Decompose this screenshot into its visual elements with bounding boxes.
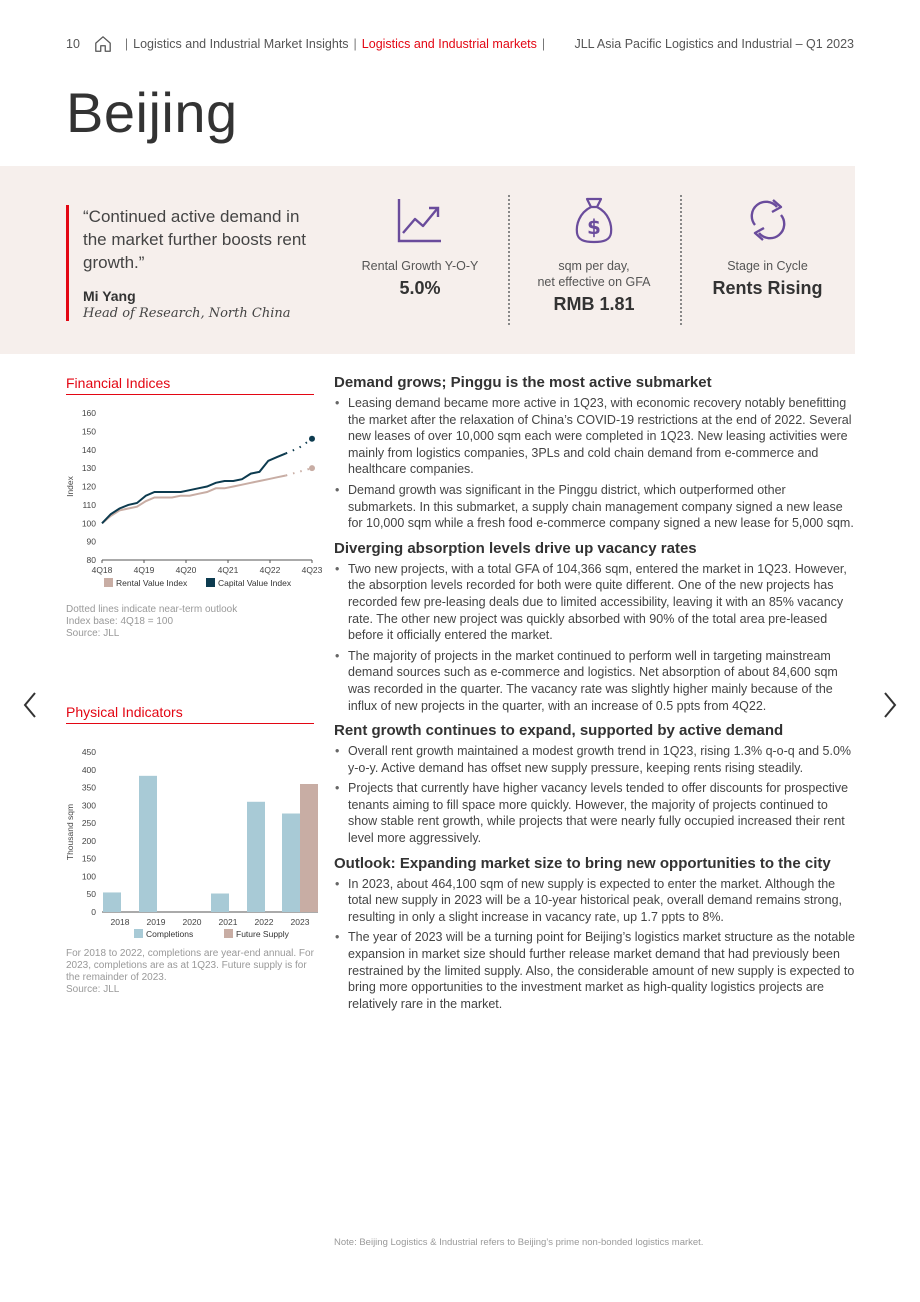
bullet-item: • In 2023, about 464,100 sqm of new supply is expected to enter the market. Although the total new supply in 2023 will be a 10-year historical peak, overall demand remains strong, resulting in only a slight increase in vacancy rate, up 1.7 ppts to 8%.	[334, 876, 856, 926]
completions-bar	[211, 894, 229, 912]
outlook-dotted-line	[286, 439, 312, 454]
completions-bar	[282, 814, 300, 912]
quote-author: Mi Yang	[83, 288, 136, 304]
bullet-list	[334, 395, 856, 532]
y-tick-label: 80	[86, 555, 96, 565]
y-tick-label: 350	[81, 782, 96, 793]
outlook-end-point	[309, 465, 315, 471]
x-tick-label: 2021	[218, 917, 238, 927]
x-tick-label: 2018	[110, 917, 130, 927]
breadcrumb-separator: |	[541, 37, 546, 51]
chart-up-icon	[395, 195, 445, 245]
page-number: 10	[66, 37, 80, 51]
y-axis-label: Index	[65, 476, 75, 497]
home-icon[interactable]	[94, 35, 112, 53]
legend-swatch-rental	[104, 578, 113, 587]
y-tick-label: 150	[81, 426, 96, 437]
page-title: Beijing	[66, 81, 238, 144]
x-tick-label: 4Q20	[175, 565, 197, 575]
kpi-value: RMB 1.81	[553, 294, 635, 314]
kpi-label: Rental Growth Y-O-Y	[361, 259, 479, 273]
bullet-item: • The year of 2023 will be a turning point for Beijing’s logistics market structure as the notable expansion in market size should further release market demand that had previously been restrained by the limited supply. Also, the considerable amount of new supply is expected to bring more opportunities to the investment market as high-quality logistics projects are relatively rare in the market.	[334, 929, 856, 1012]
physical-notes: For 2018 to 2022, completions are year-end annual. For 2023, completions are as at 1Q23. Future supply is for the remainder of 2023. Source: JLL	[66, 948, 314, 995]
outlook-end-point	[309, 436, 315, 442]
legend-label-completions: Completions	[146, 929, 194, 939]
y-tick-label: 120	[81, 481, 96, 492]
legend-label-future: Future Supply	[236, 929, 289, 939]
y-tick-label: 200	[81, 835, 96, 846]
bullet-item: • Two new projects, with a total GFA of 104,366 sqm, entered the market in 1Q23. However, the absorption levels recorded for both were quite different. One of the new projects has recorded few pre-leasing deals due to limited accessibility, leaving it with an 85% vacancy rate. The other new project was quickly absorbed with 90% of the total area pre-leased before it officially entered the market.	[334, 561, 856, 644]
x-tick-label: 2023	[290, 917, 310, 927]
financial-notes: Dotted lines indicate near-term outlook Index base: 4Q18 = 100 Source: JLL	[66, 604, 238, 639]
capital-value-line	[102, 453, 286, 523]
breadcrumb-separator: |	[124, 37, 129, 51]
y-tick-label: 90	[86, 536, 96, 547]
kpi-label: Stage in Cycle	[727, 259, 808, 273]
breadcrumb-separator: |	[353, 37, 357, 51]
x-tick-label: 2022	[254, 917, 274, 927]
legend-swatch-capital	[206, 578, 215, 587]
quote-author-role: Head of Research, North China	[83, 306, 291, 321]
y-tick-label: 140	[81, 444, 96, 455]
kpi-label: sqm per day, net effective on GFA	[537, 259, 651, 289]
page-header	[66, 33, 854, 55]
y-tick-label: 100	[81, 871, 96, 882]
kpi-value: 5.0%	[399, 278, 441, 298]
section-heading: Rent growth continues to expand, supported by active demand	[334, 722, 784, 740]
financial-indices-title: Financial Indices	[66, 375, 314, 395]
financial-indices-chart	[62, 405, 322, 595]
bullet-item: • Overall rent growth maintained a modest growth trend in 1Q23, rising 1.3% q-o-q and 5.0% y-o-y. Active demand has offset new supply pressure, keeping rents rising steadily.	[334, 743, 856, 776]
bullet-list	[334, 743, 856, 847]
quote-block	[66, 205, 316, 321]
y-tick-label: 450	[81, 747, 96, 757]
x-tick-label: 2020	[182, 917, 202, 927]
money-bag-icon	[569, 195, 619, 245]
y-axis-label: Thousand sqm	[65, 803, 75, 861]
legend-swatch-completions	[134, 929, 143, 938]
rental-value-line	[102, 476, 286, 524]
report-title: JLL Asia Pacific Logistics and Industrial – Q1 2023	[574, 37, 854, 51]
x-tick-label: 4Q23	[301, 565, 322, 575]
section-heading: Outlook: Expanding market size to bring new opportunities to the city	[334, 854, 831, 872]
footnote: Note: Beijing Logistics & Industrial refers to Beijing’s prime non-bonded logistics market.	[334, 1237, 704, 1248]
breadcrumb-link-markets[interactable]: Logistics and Industrial markets	[361, 37, 537, 51]
bullet-item: • Projects that currently have higher vacancy levels tended to offer discounts for prospective tenants aiming to fill space more quickly. However, the majority of projects continued to show stable rent growth, while projects that were nearly fully occupied increased their rent level more aggressively.	[334, 780, 856, 846]
y-tick-label: 50	[86, 889, 96, 900]
kpi-stage-in-cycle	[705, 195, 830, 299]
y-tick-label: 150	[81, 853, 96, 864]
completions-bar	[247, 802, 265, 912]
completions-bar	[139, 776, 157, 912]
legend-label-rental: Rental Value Index	[116, 578, 188, 588]
x-tick-label: 4Q21	[217, 565, 239, 575]
physical-indicators-chart	[62, 742, 322, 942]
legend-label-capital: Capital Value Index	[218, 578, 292, 588]
bullet-list	[334, 876, 856, 1013]
legend-swatch-future	[224, 929, 233, 938]
y-tick-label: 400	[81, 764, 96, 775]
y-tick-label: 110	[82, 499, 96, 510]
bullet-item: • The majority of projects in the market continued to perform well in targeting mainstream demand sources such as e-commerce and logistics. Net absorption of about 84,600 sqm was recorded in the quarter. The vacancy rate was slightly higher mainly because of the influx of new projects in the quarter, with an increase of 0.5 ppts from 4Q22.	[334, 648, 856, 714]
x-tick-label: 4Q18	[91, 565, 113, 575]
y-tick-label: 160	[81, 408, 96, 418]
y-tick-label: 100	[81, 518, 96, 529]
x-tick-label: 2019	[146, 917, 166, 927]
previous-page-arrow-icon[interactable]	[20, 690, 40, 720]
completions-bar	[103, 892, 121, 912]
bullet-list	[334, 561, 856, 714]
quote-text: “Continued active demand in the market further boosts rent growth.”	[83, 207, 306, 272]
y-tick-label: 130	[81, 463, 96, 474]
bullet-item: • Demand growth was significant in the Pinggu district, which outperformed other submarkets. In this submarket, a supply chain management company signed a new lease for 10,000 sqm while a fresh food e-commerce company signed a new lease for 5,000 sqm.	[334, 482, 856, 532]
cycle-icon	[743, 195, 793, 245]
kpi-rental-growth	[360, 195, 480, 299]
next-page-arrow-icon[interactable]	[880, 690, 900, 720]
y-tick-label: 250	[81, 818, 96, 829]
kpi-value: Rents Rising	[712, 278, 823, 298]
kpi-rent-level	[530, 195, 658, 315]
outlook-dotted-line	[286, 468, 312, 475]
section-heading: Demand grows; Pinggu is the most active submarket	[334, 374, 712, 391]
bullet-item: • Leasing demand became more active in 1Q23, with economic recovery notably benefitting the market after the relaxation of China’s COVID-19 restrictions at the end of 2022. Several new leases of over 10,000 sqm each were completed in 1Q23. New leasing activities were mainly from logistics companies, 3PLs and cold chain demand from e-commerce and healthcare companies.	[334, 395, 856, 478]
future-supply-bar	[300, 784, 318, 912]
breadcrumb-link-insights[interactable]: Logistics and Industrial Market Insights	[133, 37, 349, 51]
physical-indicators-title: Physical Indicators	[66, 704, 314, 724]
y-tick-label: 300	[81, 800, 96, 811]
section-heading: Diverging absorption levels drive up vacancy rates	[334, 539, 697, 557]
x-tick-label: 4Q22	[259, 565, 281, 575]
commentary	[334, 374, 856, 1016]
kpi-divider	[680, 195, 682, 325]
svg-text:$: $	[587, 215, 601, 239]
kpi-divider	[508, 195, 510, 325]
y-tick-label: 0	[91, 907, 96, 917]
x-tick-label: 4Q19	[133, 565, 155, 575]
